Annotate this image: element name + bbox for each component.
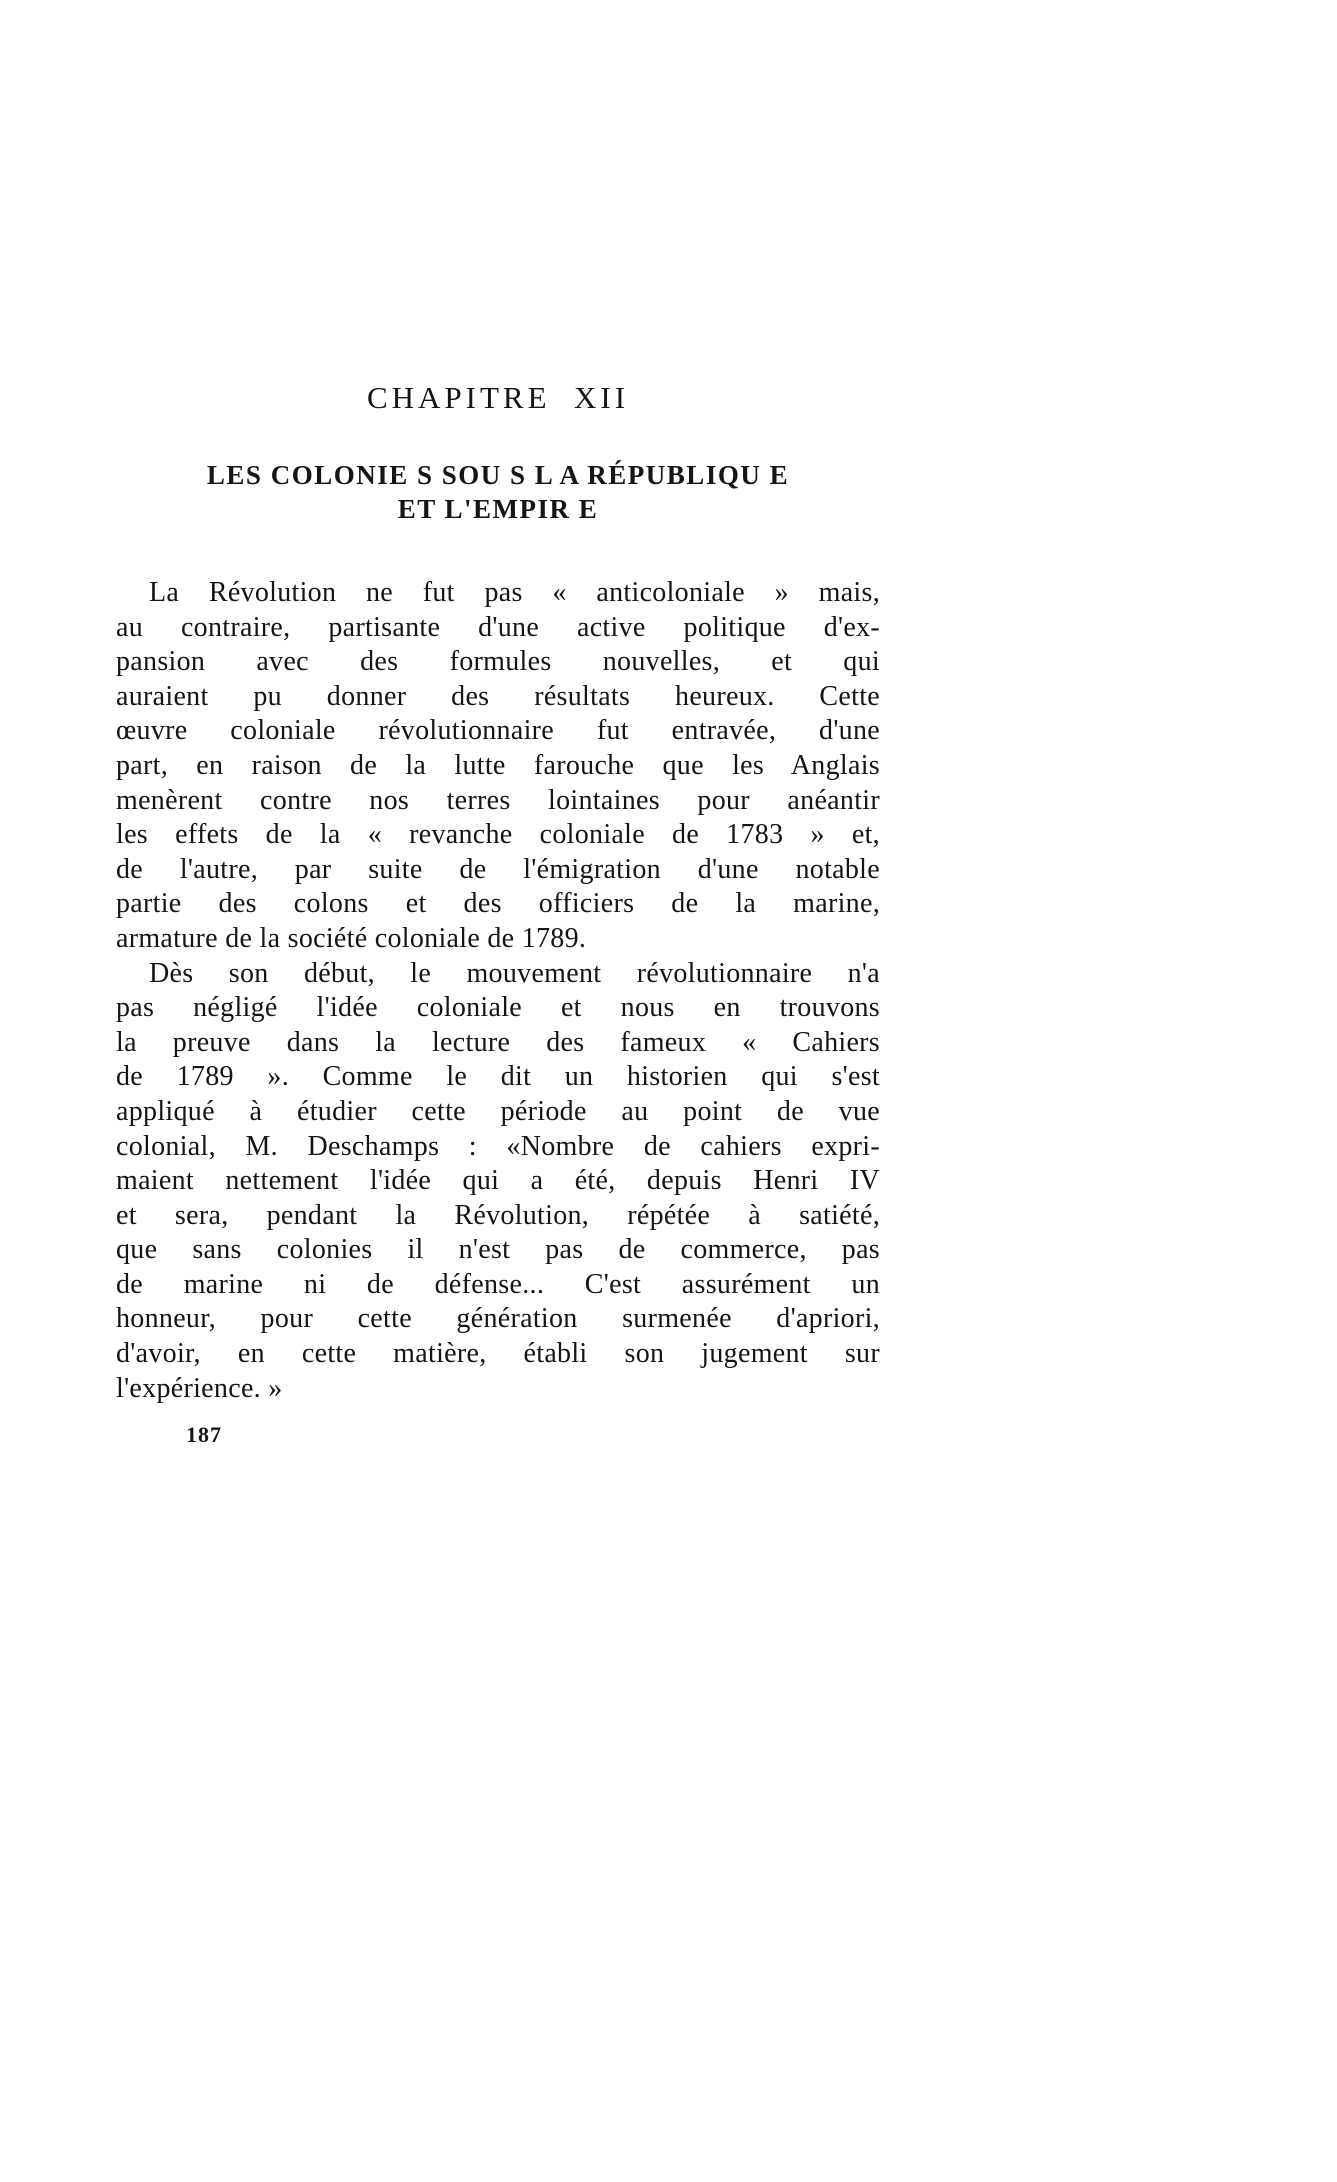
text-line: pas négligé l'idée coloniale et nous en trouvons	[116, 992, 880, 1024]
text-line: œuvre coloniale révolutionnaire fut entravée, d'une	[116, 715, 880, 747]
paragraph	[116, 576, 880, 957]
text-line: de l'autre, par suite de l'émigration d'une notable	[116, 853, 880, 885]
text-line: armature de la société coloniale de 1789.	[116, 922, 587, 954]
body-text	[116, 576, 880, 1406]
text-line: que sans colonies il n'est pas de commerce, pas	[116, 1234, 880, 1266]
text-block	[116, 380, 880, 1406]
text-line: Dès son début, le mouvement révolutionnaire n'a	[149, 957, 880, 989]
page-number: 187	[186, 1422, 222, 1447]
text-line: au contraire, partisante d'une active politique d'ex-	[116, 611, 880, 643]
text-line: de 1789 ». Comme le dit un historien qui s'est	[116, 1061, 880, 1093]
chapter-heading-line-1: LES COLONIE S SOU S L A RÉPUBLIQU E	[206, 460, 790, 490]
text-line: honneur, pour cette génération surmenée d'apriori,	[116, 1303, 880, 1335]
text-line: et sera, pendant la Révolution, répétée à satiété,	[116, 1199, 880, 1231]
text-line: appliqué à étudier cette période au point de vue	[116, 1095, 880, 1127]
text-line: maient nettement l'idée qui a été, depuis Henri IV	[116, 1165, 880, 1197]
text-line: La Révolution ne fut pas « anticoloniale » mais,	[149, 577, 880, 608]
text-line: de marine ni de défense... C'est assurément un	[116, 1268, 880, 1300]
text-line: auraient pu donner des résultats heureux. Cette	[116, 680, 880, 712]
paragraph	[116, 957, 880, 1407]
text-line: l'expérience. »	[116, 1372, 283, 1404]
text-line: partie des colons et des officiers de la marine,	[116, 888, 880, 920]
text-line: les effets de la « revanche coloniale de 1783 » et,	[116, 819, 880, 851]
chapter-heading-line-2: ET L'EMPIR E	[397, 494, 599, 524]
text-line: pansion avec des formules nouvelles, et qui	[116, 646, 880, 678]
chapter-heading	[116, 458, 880, 526]
text-line: d'avoir, en cette matière, établi son jugement sur	[116, 1338, 880, 1370]
chapter-title: CHAPITRE XII	[366, 380, 630, 415]
text-line: colonial, M. Deschamps : «Nombre de cahiers expri-	[116, 1130, 880, 1162]
text-line: menèrent contre nos terres lointaines pour anéantir	[116, 784, 880, 816]
text-line: part, en raison de la lutte farouche que les Anglais	[116, 749, 880, 781]
text-line: la preuve dans la lecture des fameux « Cahiers	[116, 1026, 880, 1058]
